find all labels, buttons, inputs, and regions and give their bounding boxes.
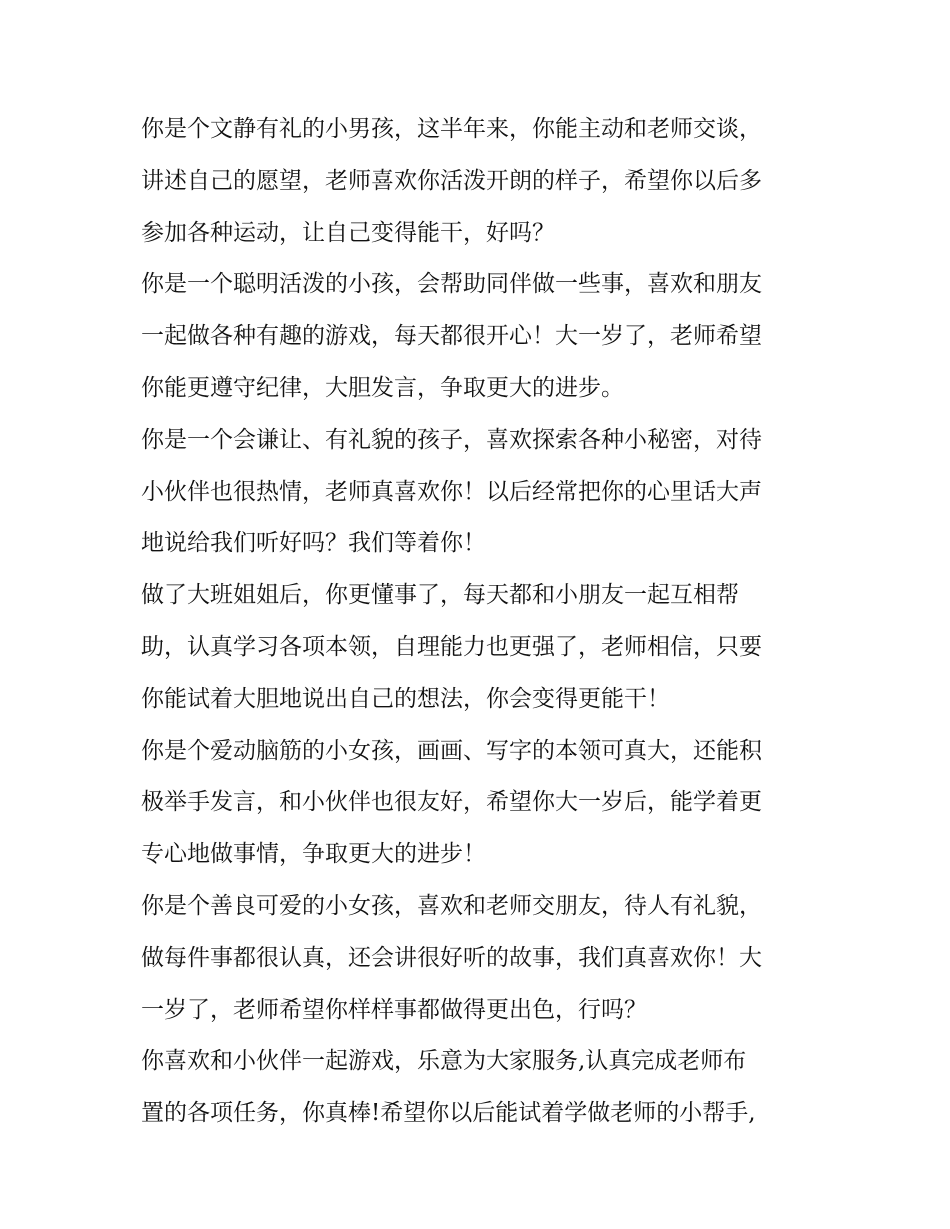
text-line: 一起做各种有趣的游戏，每天都很开心！大一岁了，老师希望 <box>141 323 762 350</box>
text-line: 置的各项任务，你真棒!希望你以后能试着学做老师的小帮手, <box>141 1100 756 1127</box>
text-line: 做每件事都很认真，还会讲很好听的故事，我们真喜欢你！大 <box>141 944 762 971</box>
text-line: 你能试着大胆地说出自己的想法，你会变得更能干！ <box>141 685 670 712</box>
text-line: 你喜欢和小伙伴一起游戏，乐意为大家服务,认真完成老师布 <box>141 1048 747 1075</box>
text-line: 极举手发言，和小伙伴也很友好，希望你大一岁后，能学着更 <box>141 789 762 816</box>
text-line: 你是个善良可爱的小女孩，喜欢和老师交朋友，待人有礼貌， <box>141 892 762 919</box>
text-line: 讲述自己的愿望，老师喜欢你活泼开朗的样子，希望你以后多 <box>141 167 762 194</box>
text-line: 地说给我们听好吗？我们等着你！ <box>141 530 486 557</box>
text-line: 专心地做事情，争取更大的进步！ <box>141 841 486 868</box>
text-line: 助，认真学习各项本领，自理能力也更强了，老师相信，只要 <box>141 633 762 660</box>
text-line: 你是个文静有礼的小男孩，这半年来，你能主动和老师交谈， <box>141 116 762 142</box>
text-line: 你是一个会谦让、有礼貌的孩子，喜欢探索各种小秘密，对待 <box>141 426 762 453</box>
document-body <box>141 104 821 1140</box>
text-line: 你是一个聪明活泼的小孩，会帮助同伴做一些事，喜欢和朋友 <box>141 271 762 298</box>
text-line: 参加各种运动，让自己变得能干，好吗？ <box>141 219 555 246</box>
text-line: 一岁了，老师希望你样样事都做得更出色，行吗？ <box>141 996 647 1023</box>
text-line: 做了大班姐姐后，你更懂事了，每天都和小朋友一起互相帮 <box>141 582 739 609</box>
text-line: 小伙伴也很热情，老师真喜欢你！以后经常把你的心里话大声 <box>141 478 762 505</box>
text-line: 你能更遵守纪律，大胆发言，争取更大的进步。 <box>141 374 624 401</box>
text-line: 你是个爱动脑筋的小女孩，画画、写字的本领可真大，还能积 <box>141 737 762 764</box>
